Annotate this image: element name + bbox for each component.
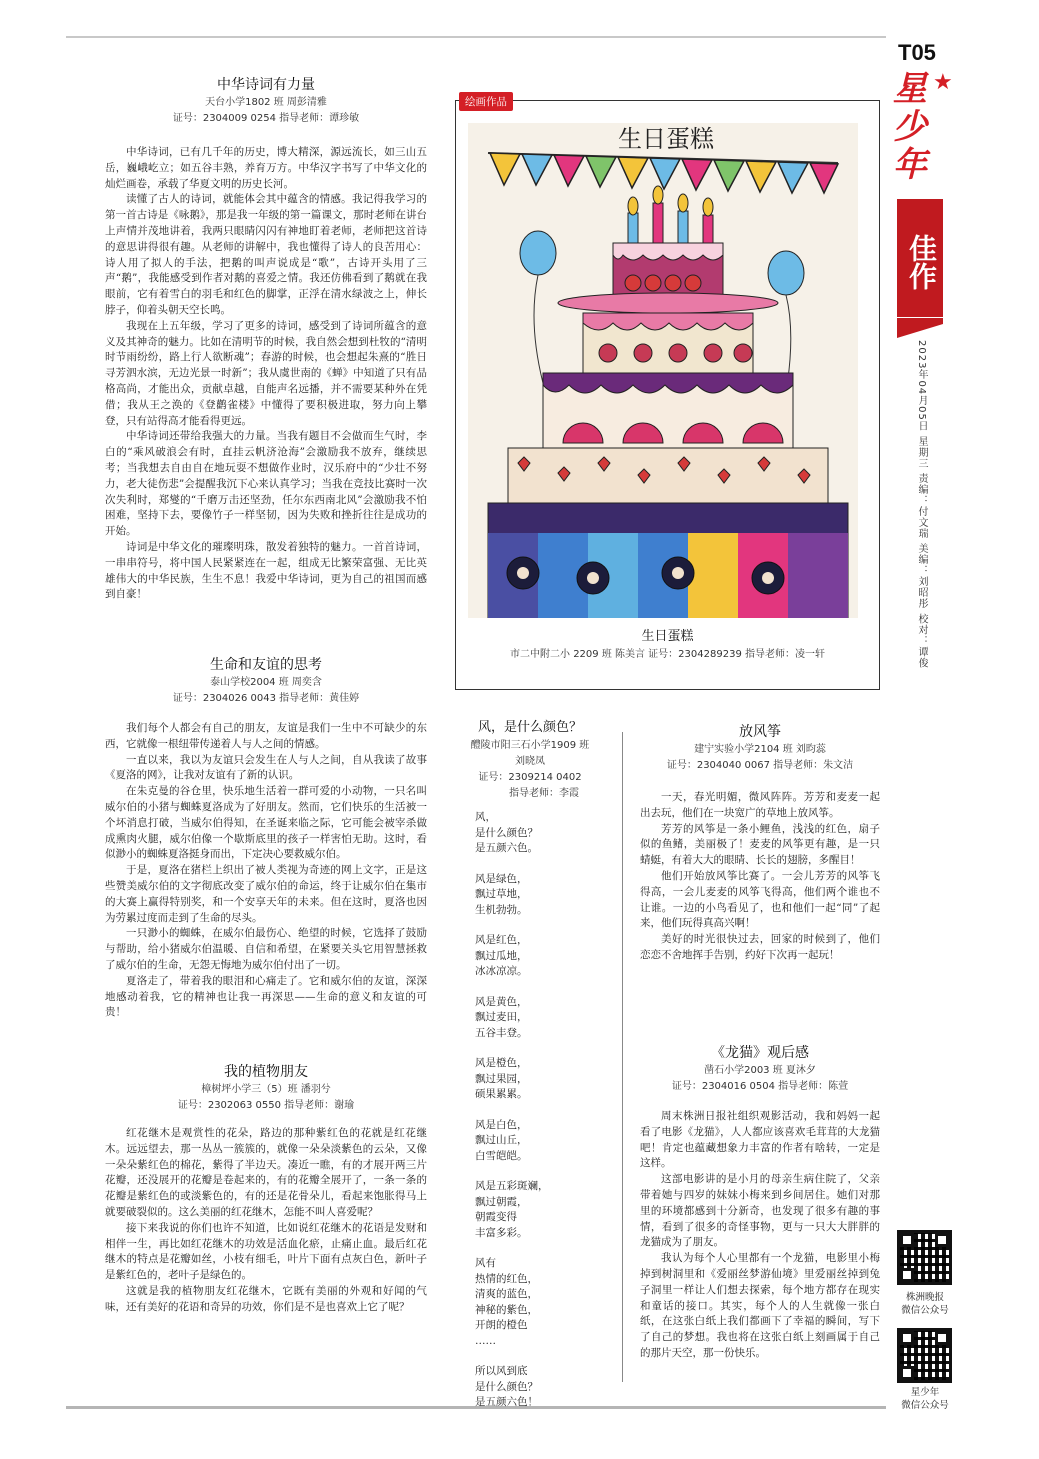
poem-line: 风是绿色， <box>475 872 528 885</box>
paragraph: 红花继木是观赏性的花朵，路边的那种紫红色的花就是红花继木。远远望去，那一丛丛一簇簇的，就像一朵朵淡紫色的云朵，又像一朵朵紫红色的棉花，紫得了半边天。凑近一瞧，有的才展开两三片花瓣，还没展开的花瓣是卷起来的，有的花瓣全展开了，一条一条的花瓣是紫红色的或淡紫色的，有的还是花骨朵儿，看起来饱胀得马上就要破裂似的。这么美丽的红花继木，怎能不叫人喜爱呢？ <box>105 1127 427 1218</box>
qr-label-zhuzhou: 株洲晚报 微信公众号 <box>901 1292 949 1316</box>
poem-line: 所以风到底 <box>475 1365 528 1377</box>
article-title: 我的植物朋友 <box>224 1064 308 1080</box>
edition-info: 2023年04月05日 星期三 责编：付文瑞 美编：刘昭彤 校对：谭俊 <box>916 340 927 669</box>
poem-line: 五谷丰登。 <box>475 1026 528 1039</box>
paragraph: 一直以来，我以为友谊只会发生在人与人之间，自从我读了故事《夏洛的网》，让我对友谊有了新的认识。 <box>105 753 427 782</box>
paragraph: 夏洛走了，带着我的眼泪和心痛走了。它和威尔伯的友谊，深深地感动着我，它的精神也让我一再深思——生命的意义和友谊的可贵！ <box>105 974 427 1019</box>
poem-school: 醴陵市阳三石小学1909 班 <box>470 740 590 751</box>
article-life-friendship <box>105 655 427 1021</box>
poem-stanza <box>475 1056 610 1103</box>
poem-author: 刘晓凤 <box>515 756 545 767</box>
qr-label-xingshaonian: 星少年 微信公众号 <box>901 1387 949 1411</box>
cake-illustration <box>468 123 858 618</box>
article-meta: 证号：2304009 0254 指导老师：谭珍敏 <box>172 113 360 124</box>
poem-stanza <box>475 933 610 980</box>
poem-line: 风是黄色， <box>475 995 528 1008</box>
poem-line: 朝霞变得 <box>475 1211 517 1223</box>
column-divider <box>622 732 623 1382</box>
article-school: 泰山学校2004 班 周奕含 <box>210 677 322 688</box>
paragraph: 在朱克曼的谷仓里，快乐地生活着一群可爱的小动物，一只名叫威尔伯的小猪与蜘蛛夏洛成为了好朋友。然而，它们快乐的生活被一个坏消息打破，当威尔伯得知，在圣诞来临之际，它可能会被宰杀做成熏肉火腿，威尔伯像一个歇斯底里的孩子一样害怕无助。这时，看似渺小的蜘蛛夏洛挺身而出，下定决心要救威尔伯。 <box>105 785 427 861</box>
poem-line: 清爽的蓝色， <box>475 1288 538 1300</box>
poem-meta: 证号：2309214 0402 <box>478 772 582 783</box>
poem-stanza <box>475 1118 610 1165</box>
poem-line: 风有 <box>475 1257 496 1269</box>
poem-line: 硕果累累。 <box>475 1088 528 1100</box>
article-school: 建宁实验小学2104 班 刘昀蕊 <box>694 744 826 755</box>
poem-line: 风是白色， <box>475 1118 528 1131</box>
poem-line: 飘过朝霞， <box>475 1195 528 1208</box>
paragraph: 中华诗词，已有几千年的历史，博大精深，源远流长，如三山五岳，巍峨屹立；如五谷丰熟，养育万方。中华汉字书写了中华文化的灿烂画卷，承载了华夏文明的历史长河。 <box>105 146 427 190</box>
poem-line: 冰冰凉凉。 <box>475 965 528 977</box>
paragraph: 于是，夏洛在猪栏上织出了被人类视为奇迹的网上文字，正是这些赞美威尔伯的文字彻底改变了威尔伯的命运，终于让威尔伯在集市的大赛上赢得特别奖，和一个安享天年的未来。但在这时，夏洛也因为劳累过度而走到了生命的尽头。 <box>105 864 427 924</box>
page-number: T05 <box>898 40 936 65</box>
poem-line: 丰富多彩。 <box>475 1226 528 1239</box>
poem-stanza <box>475 810 610 857</box>
poem-line: 飘过草地， <box>475 888 528 900</box>
brand-name: 星少年 <box>893 69 927 185</box>
article-meta: 证号：2304040 0067 指导老师：朱文洁 <box>666 760 854 771</box>
poem-line: 是什么颜色？ <box>475 826 538 839</box>
article-totoro-review <box>640 1043 880 1362</box>
article-school: 凿石小学2003 班 夏沐夕 <box>704 1065 816 1076</box>
paragraph: 我们每个人都会有自己的朋友，友谊是我们一生中不可缺少的东西，它就像一根纽带传递着人与人之间的情感。 <box>105 722 427 750</box>
article-title: 生命和友谊的思考 <box>210 657 322 673</box>
poem-line: 飘过山丘， <box>475 1134 528 1146</box>
poem-stanza <box>475 1256 610 1349</box>
paragraph: 读懂了古人的诗词，就能体会其中蕴含的情感。我记得我学习的第一首古诗是《咏鹅》，那是我一年级的第一篇课文，那时老师在讲台上声情并茂地讲着，我两只眼睛闪闪有神地盯着老师，老师把这首诗的意思讲得很有趣。从老师的讲解中，我也懂得了诗人的良苦用心：诗人用了拟人的手法，把鹅的叫声说成是“歌”，古诗开头用了三声“鹅”，我能感受到作者对鹅的喜爱之情。我还仿佛看到了鹅就在我眼前，它有着雪白的羽毛和红色的脚掌，正浮在清水绿波之上，伸长脖子，仰着头朝天空长鸣。 <box>105 193 427 316</box>
poem-line: 风是红色， <box>475 934 528 946</box>
poem-line: 白雪皑皑。 <box>475 1149 528 1162</box>
poem-wind-color <box>450 718 610 1426</box>
drawing-caption-title: 生日蛋糕 <box>641 629 694 644</box>
poem-line: 风， <box>475 811 496 823</box>
poem-line: 飘过麦田， <box>475 1011 528 1023</box>
poem-line: 风是五彩斑斓， <box>475 1180 549 1192</box>
poem-body <box>450 810 610 1411</box>
paragraph: 我现在上五年级，学习了更多的诗词，感受到了诗词所蕴含的意义及其神奇的魅力。比如在清明节的时候，我自然会想到杜牧的“清明时节雨纷纷，路上行人欲断魂”；春游的时候，也会想起朱熹的“胜日寻芳泗水滨，无边光景一时新”；我从虞世南的《蝉》中知道了只有品格高尚，才能出众，贡献卓越，自能声名远播，并不需要某种外在凭借；我从王之涣的《登鹳雀楼》中懂得了要积极进取，努力向上攀登，只有站得高才能看得更远。 <box>105 319 427 427</box>
poem-line: 生机勃勃。 <box>475 903 528 916</box>
poem-line: 飘过瓜地， <box>475 949 528 962</box>
poem-line: 飘过果园， <box>475 1072 528 1085</box>
poem-stanza <box>475 995 610 1042</box>
poem-line: 是五颜六色！ <box>475 1396 538 1408</box>
poem-line: …… <box>475 1334 496 1347</box>
poem-line: 神秘的紫色， <box>475 1303 538 1316</box>
brand-logo <box>893 69 961 185</box>
article-title: 放风筝 <box>739 724 781 740</box>
drawing-tag: 绘画作品 <box>459 92 513 111</box>
paragraph: 他们开始放风筝比赛了。一会儿芳芳的风筝飞得高，一会儿麦麦的风筝飞得高，他们两个谁也不让谁。一边的小鸟看见了，也和他们一起“同”了起来，他们玩得真高兴啊！ <box>640 869 880 930</box>
paragraph: 我认为每个人心里都有一个龙猫，电影里小梅掉到树洞里和《爱丽丝梦游仙境》里爱丽丝掉到兔子洞里一样让人们想去探索，每个地方都存在现实和童话的接口。其实，每个人的人生就像一张白纸，在这张白纸上我们都画下了幸福的瞬间，写下了自己的梦想。我也将在这张白纸上刻画属于自己的那片天空，那一份快乐。 <box>640 1252 880 1359</box>
paragraph: 诗词是中华文化的璀璨明珠，散发着独特的魅力。一首首诗词，一串串符号，将中国人民紧紧连在一起，组成无比繁荣富强、无比英雄伟大的中华民族，生生不息！我爱中华诗词，更为自己的祖国而感到自豪！ <box>105 540 427 601</box>
star-icon: ★ <box>933 70 953 95</box>
poem-title: 风，是什么颜色？ <box>477 720 582 735</box>
paragraph: 中华诗词还带给我强大的力量。当我有题目不会做而生气时，李白的“乘风破浪会有时，直挂云帆济沧海”会激励我不放弃，继续思考；当我想去自由自在地玩耍不想做作业时，汉乐府中的“少壮不努力，老大徒伤悲”会提醒我沉下心来认真学习；当我在竞技比赛时一次次失利时，郑燮的“千磨万击还坚劲，任尔东西南北风”会激励我不怕困难，坚持下去，要像竹子一样坚韧，因为失败和挫折往往是成功的开始。 <box>105 430 427 538</box>
paragraph: 接下来我说的你们也许不知道，比如说红花继木的花语是发财和相伴一生，再比如红花继木的功效是活血化瘀，止痛止血。最后红花继木的特点是花瓣如丝，小枝有细毛，叶片下面有点灰白色，新叶子是紫红色的，老叶子是绿色的。 <box>105 1221 427 1282</box>
qr-code-zhuzhou[interactable] <box>897 1230 952 1285</box>
section-slash-decoration <box>897 318 943 338</box>
poem-line: 是什么颜色？ <box>475 1380 538 1393</box>
paragraph: 芳芳的风筝是一条小鲤鱼，浅浅的红色，扇子似的鱼鳍，美丽极了！麦麦的风筝更有趣，是一只蜻蜓，有着大大的眼睛、长长的翅膀，多醒目！ <box>640 822 880 867</box>
qr-code-xingshaonian[interactable] <box>897 1328 952 1383</box>
paragraph: 这就是我的植物朋友红花继木，它既有美丽的外观和好闻的气味，还有美好的花语和奇异的功效，你们是不是也喜欢上它了呢？ <box>105 1284 427 1313</box>
poem-stanza <box>475 872 610 919</box>
header-rule <box>66 36 886 38</box>
article-meta: 证号：2302063 0550 指导老师：谢瑜 <box>177 1100 355 1111</box>
poem-teacher: 指导老师：李霞 <box>509 788 579 799</box>
paragraph: 美好的时光很快过去，回家的时候到了，他们恋恋不舍地挥手告别，约好下次再一起玩！ <box>640 933 880 961</box>
drawing-caption-meta: 市二中附二小 2209 班 陈美言 证号：2304289239 指导老师：凌一轩 <box>510 649 825 660</box>
poem-stanza <box>475 1179 610 1241</box>
poem-stanza <box>475 1364 610 1411</box>
article-title: 《龙猫》观后感 <box>711 1045 809 1061</box>
poem-line: 风是橙色， <box>475 1057 528 1069</box>
poem-line: 开朗的橙色 <box>475 1319 528 1331</box>
article-chinese-poetry <box>105 75 427 603</box>
paragraph: 周末株洲日报社组织观影活动，我和妈妈一起看了电影《龙猫》，人人都应该喜欢毛茸茸的大龙猫吧！肯定也蕴藏想象力丰富的作者有啥转，一定是这样。 <box>640 1110 880 1170</box>
poem-line: 热情的红色， <box>475 1272 538 1285</box>
article-kite <box>640 722 880 964</box>
article-plant-friend <box>105 1062 427 1316</box>
cake-title-text: 生日蛋糕 <box>618 125 714 153</box>
paragraph: 这部电影讲的是小月的母亲生病住院了，父亲带着她与四岁的妹妹小梅来到乡间居住。她们对那里的环境都感到十分新奇，也发现了很多有趣的事情，看到了很多的奇怪事物，更与一只大大胖胖的龙猫成为了朋友。 <box>640 1173 880 1249</box>
paragraph: 一只渺小的蜘蛛，在威尔伯最伤心、绝望的时候，它选择了鼓励与帮助，给小猪威尔伯温暖、自信和希望，在紧要关头它用智慧拯救了威尔伯的生命，无怨无悔地为威尔伯付出了一切。 <box>105 927 427 971</box>
article-title: 中华诗词有力量 <box>217 77 315 93</box>
article-meta: 证号：2304026 0043 指导老师：黄佳婷 <box>172 693 360 704</box>
article-meta: 证号：2304016 0504 指导老师：陈萱 <box>671 1081 849 1092</box>
article-school: 樟树坪小学三（5）班 潘羽兮 <box>201 1084 331 1095</box>
birthday-cake-drawing[interactable] <box>468 123 858 618</box>
poem-line: 是五颜六色。 <box>475 842 538 854</box>
paragraph: 一天，春光明媚，微风阵阵。芳芳和麦麦一起出去玩，他们在一块宽广的草地上放风筝。 <box>640 791 880 819</box>
section-label: 佳作 <box>897 199 943 317</box>
article-school: 天台小学1802 班 周彭清雅 <box>205 97 327 108</box>
